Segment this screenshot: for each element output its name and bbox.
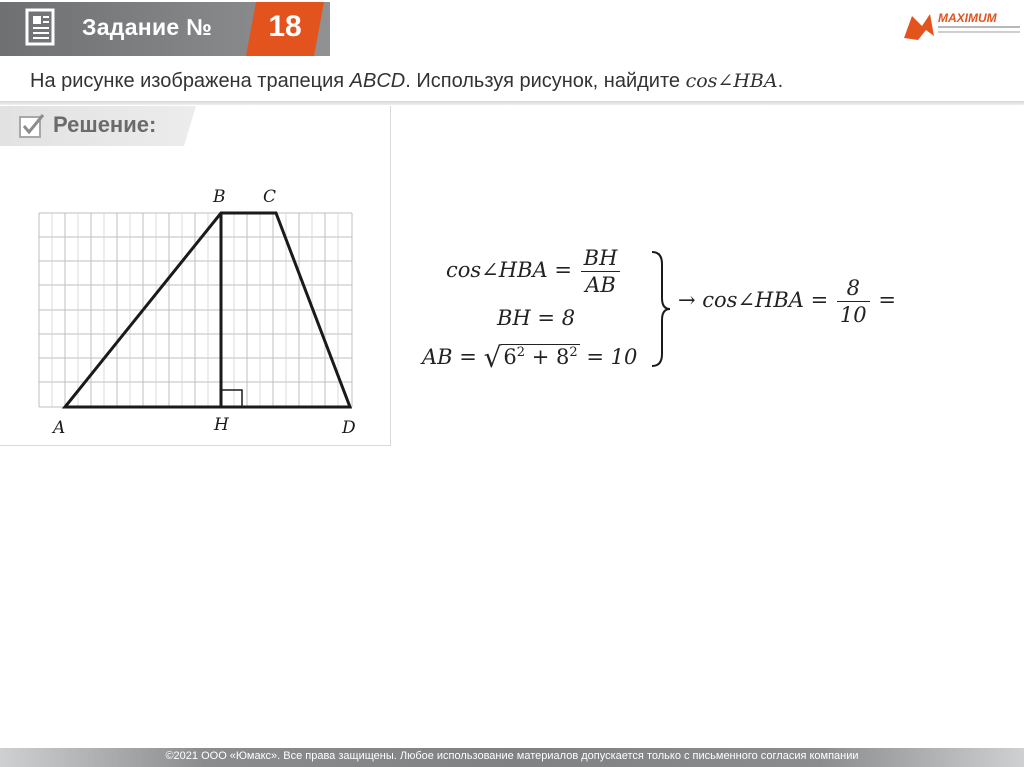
exponent-b: 2 [569, 345, 578, 360]
task-middle: . Используя рисунок, найдите [405, 70, 686, 92]
formula-ab-value [422, 338, 638, 374]
task-shape-name: ABCD [349, 70, 406, 92]
task-number: 18 [268, 10, 302, 43]
formula-ab-lhs: AB = [422, 345, 477, 369]
result-lhs: → cos∠HBA = [678, 288, 829, 312]
radicand-term-b: 8 [556, 345, 570, 369]
trapezoid-figure [0, 150, 390, 445]
formula-ab-rhs: = 10 [586, 345, 638, 369]
task-target-expression: cos∠HBA [685, 70, 778, 92]
result-numerator: 8 [837, 276, 870, 302]
sqrt-sign-icon: √ [483, 341, 502, 374]
formula-bh-value: BH = 8 [497, 306, 576, 330]
label-h: H [214, 415, 229, 435]
label-a: A [53, 418, 66, 438]
formula-result [678, 276, 896, 327]
grid [39, 213, 352, 407]
plus-sign: + [531, 345, 550, 369]
checkbox-checked-icon [18, 112, 46, 140]
task-suffix: . [777, 70, 784, 92]
result-equals: = [878, 288, 896, 312]
solution-label: Решение: [53, 112, 157, 137]
right-angle-mark [221, 390, 242, 407]
radicand-term-a: 6 [503, 345, 517, 369]
label-c: C [263, 187, 277, 207]
document-icon [24, 8, 60, 48]
task-prefix: На рисунке изображена трапеция [30, 70, 350, 92]
fraction-denominator: AB [585, 273, 616, 297]
formula-cos-lhs: cos∠HBA = [446, 258, 572, 282]
fraction-numerator: BH [581, 246, 621, 272]
logo-underline [938, 26, 1020, 33]
formula-cos-definition [446, 246, 622, 297]
result-denominator: 10 [839, 303, 867, 327]
square-root [483, 338, 580, 374]
fraction-bh-ab [581, 246, 621, 297]
header [0, 0, 1024, 58]
exponent-a: 2 [516, 345, 526, 360]
sqrt-radicand [501, 344, 579, 369]
label-d: D [342, 418, 356, 438]
footer-copyright: ©2021 ООО «Юмакс». Все права защищены. Любое использование материалов допускается только с письменного согласия компании [165, 750, 859, 762]
header-title: Задание № [82, 14, 213, 40]
label-b: B [213, 187, 226, 207]
task-statement-row [0, 60, 1024, 102]
fraction-8-10 [837, 276, 870, 327]
right-brace-icon [648, 250, 674, 368]
task-divider [0, 101, 1024, 105]
task-statement [30, 70, 783, 93]
logo-text: MAXIMUM [938, 11, 997, 25]
